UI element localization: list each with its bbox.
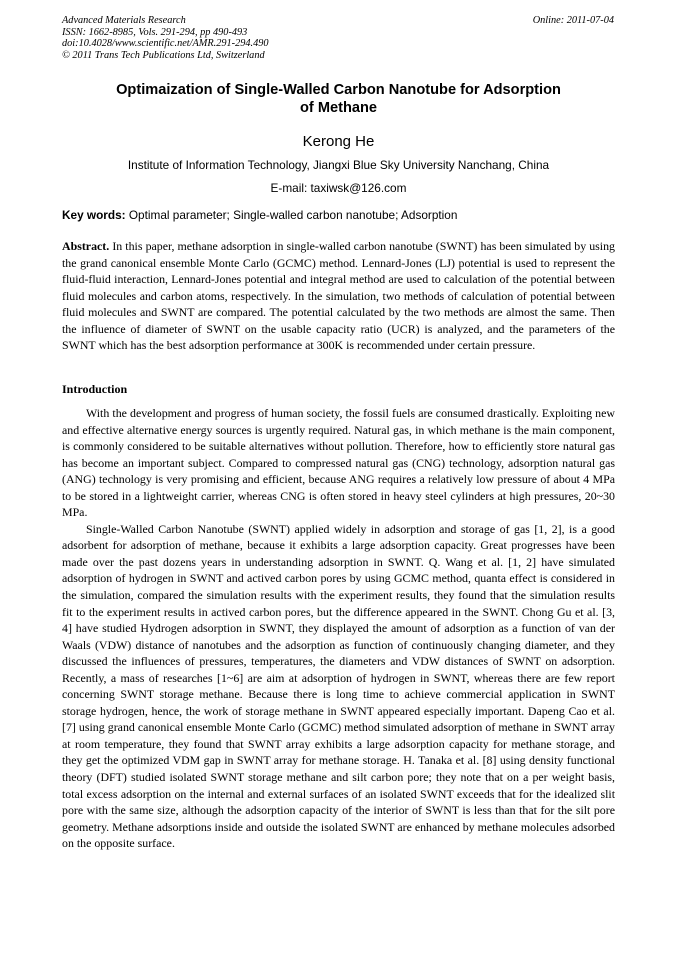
online-date: Online: 2011-07-04 [532, 15, 614, 26]
paragraph: With the development and progress of human society, the fossil fuels are consumed drastically. Exploiting new and effective alternative energy sources is urgently required. Natural gas, in which methane is the main component, is commonly considered to be suitable alternatives without pollution. Therefore, how to efficiently store natural gas has become an important subject. Compared to compressed natural gas (CNG) technology, adsorption natural gas (ANG) technology is very promising and efficient, because ANG requires a relatively low pressure of about 4 MPa to be stored in a lightweight carrier, whereas CNG is often stored in heavy steel cylinders at high pressures, 20~30 MPa. [62, 406, 615, 520]
author-affiliation: Institute of Information Technology, Jiangxi Blue Sky University Nanchang, China [127, 158, 550, 172]
issn-line: ISSN: 1662-8985, Vols. 291-294, pp 490-493 [62, 26, 248, 38]
abstract-text: In this paper, methane adsorption in single-walled carbon nanotube (SWNT) has been simulated by using the grand canonical ensemble Monte Carlo (GCMC) method. Lennard-Jones (LJ) potential is used to represent the fluid-fluid interaction, Lennard-Jones potential and integral method are used to calculation of the potential between fluid molecules and carbon atoms, respectively. In the simulation, two methods of calculation of potential between fluid molecules and SWNT are compared. The potential calculated by the two methods are almost the same. Then the influence of diameter of SWNT on the usable capacity ratio (UCR) is analyzed, and the parameters of the SWNT which has the best adsorption performance at 300K is recommended under certain pressure. [62, 239, 615, 353]
journal-header [62, 15, 269, 61]
copyright-line: © 2011 Trans Tech Publications Ltd, Switzerland [62, 49, 265, 61]
paragraph: Single-Walled Carbon Nanotube (SWNT) applied widely in adsorption and storage of gas [1, 2], is a good adsorbent for adsorption of methane, because it exhibits a large adsorption capacity. Great progresses have been made over the past dozens years in understanding adsorption in SWNT. Q. Wang et al. [1, 2] have simulated adsorption of hydrogen in SWNT and actived carbon pores by using GCMC method, quanta effect is considered in the simulation, compared the simulation results with the experiment results, they found that the simulation results fit to the experiment results in actived carbon pores, but the difference appeared in the SWNT. Chong Gu et al. [3, 4] have studied Hydrogen adsorption in SWNT, they displayed the amount of adsorption as a function of van der Waals (VDW) distance of nanotubes and the adsorption as function of continuously changing diameter, and they discussed the influences of pressures, temperatures, the diameters and VDW distances of SWNT on adsorption. Recently, a mass of researches [1~6] are aim at adsorption of hydrogen in SWNT, whereas there are few report concerning SWNT storage methane. Because there is long time to achieve commercial application in SWNT storage hydrogen, hence, the work of storage methane in SWNT appeared especially important. Dapeng Cao et al. [7] using grand canonical ensemble Monte Carlo (GCMC) method simulated adsorption of methane in SWNT array at room temperature, they found that SWNT array exhibits a large adsorption capacity for methane storage, and they get the optimized VDM gap in SWNT array for methane storage. H. Tanaka et al. [8] using density functional theory (DFT) studied isolated SWNT storage methane and silt carbon pore; they note that on a per weight basis, total excess adsorption on the internal and external surfaces of an isolated SWNT exceeds that for the idealized slit pore with the same size, although the adsorption capacity of the interior of SWNT is less than that for the silt pore geometry. Methane adsorptions inside and outside the isolated SWNT are enhanced by methane molecules adsorbed on the opposite surface. [62, 521, 615, 851]
keywords-label: Key words: [62, 208, 126, 222]
author-email: E-mail: taxiwsk@126.com [270, 181, 407, 195]
author-name: Kerong He [302, 133, 375, 150]
journal-name: Advanced Materials Research [62, 15, 186, 26]
introduction-body [62, 405, 615, 852]
doi-line: doi:10.4028/www.scientific.net/AMR.291-294.490 [62, 38, 269, 49]
paper-title [62, 82, 615, 117]
paper-title-line-1: Optimaization of Single-Walled Carbon Nanotube for Adsorption [116, 82, 561, 98]
keywords [62, 208, 615, 222]
paper-title-line-2: of Methane [299, 99, 378, 116]
abstract [62, 238, 615, 354]
section-heading-introduction: Introduction [62, 382, 128, 396]
abstract-label: Abstract. [62, 239, 110, 253]
keywords-text: Optimal parameter; Single-walled carbon nanotube; Adsorption [125, 208, 458, 222]
